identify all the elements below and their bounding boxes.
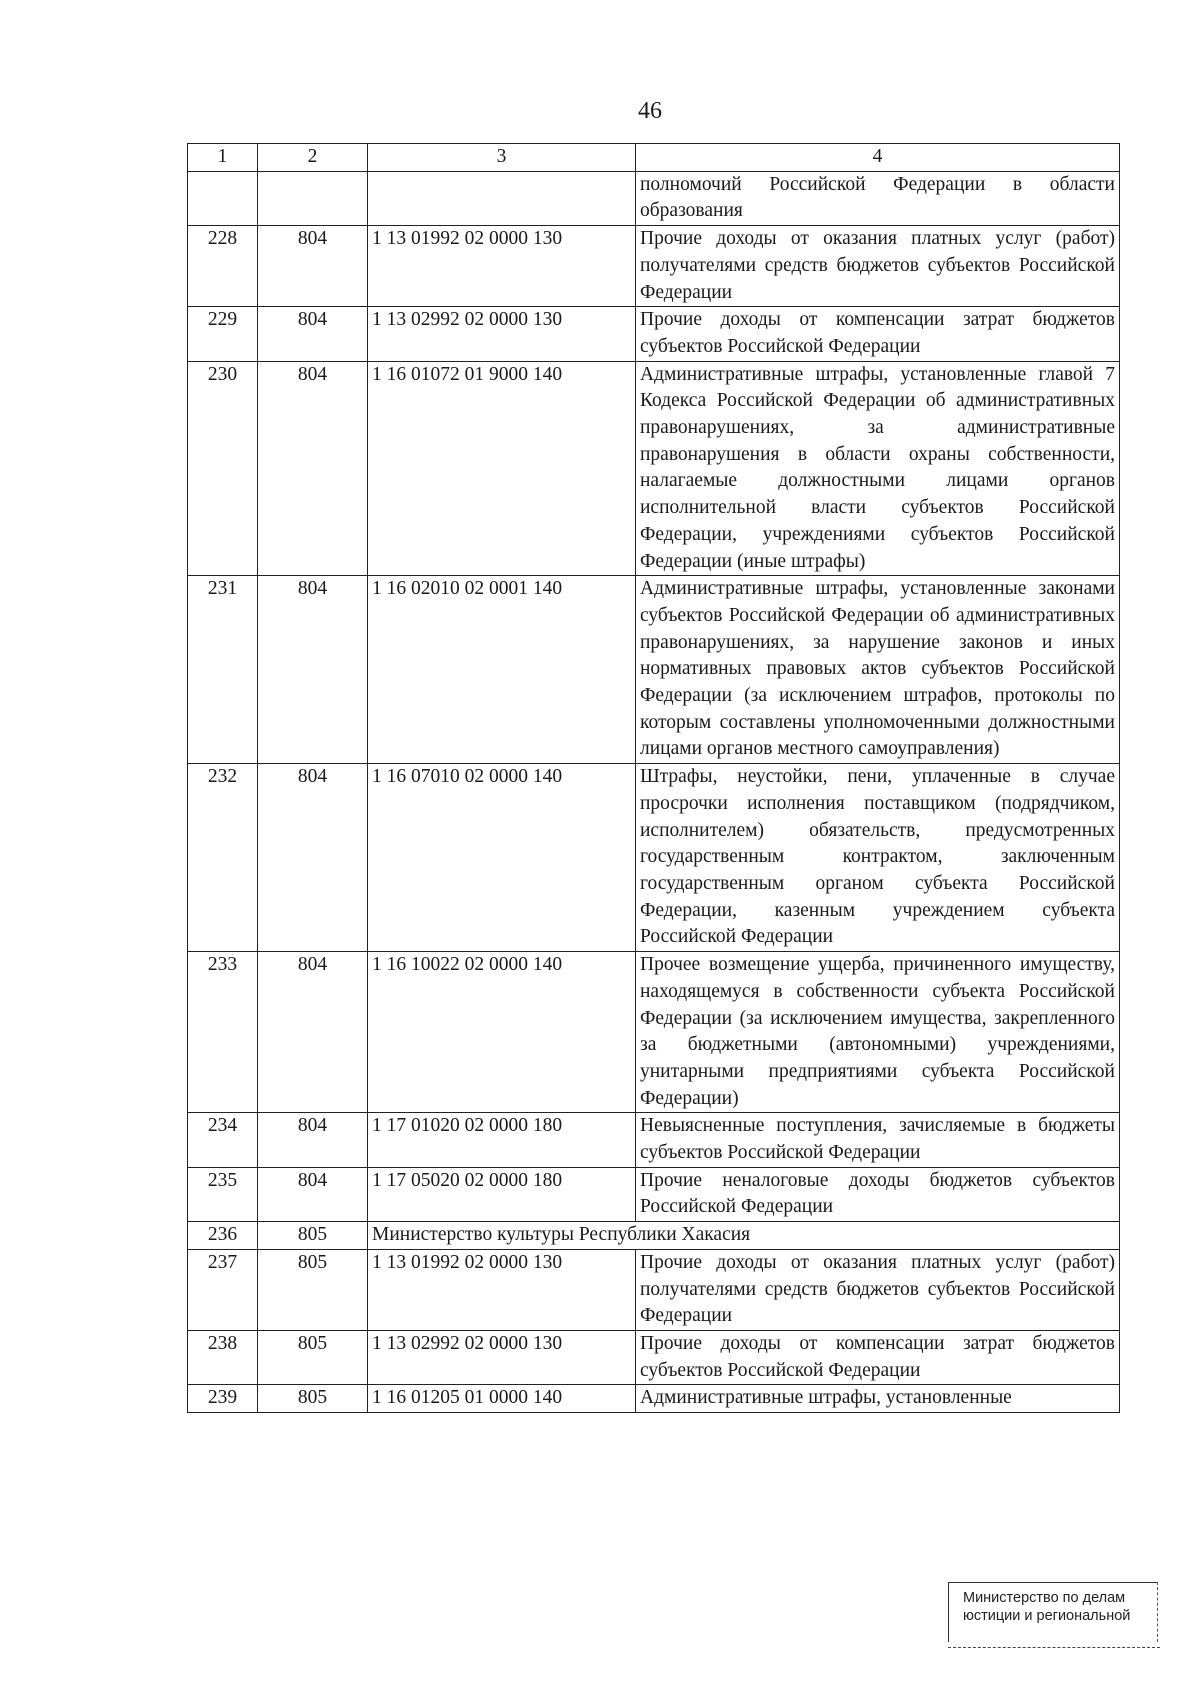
description-cell: Прочие неналоговые доходы бюджетов субъектов Российской Федерации: [636, 1167, 1120, 1221]
admin-code-cell: 804: [258, 361, 368, 576]
kbk-code-cell: 1 17 01020 02 0000 180: [368, 1113, 636, 1167]
stamp-underline: [948, 1647, 1160, 1648]
description-cell: Прочие доходы от компенсации затрат бюджетов субъектов Российской Федерации: [636, 1330, 1120, 1384]
description-cell: Прочие доходы от оказания платных услуг (работ) получателями средств бюджетов субъектов Российской Федерации: [636, 226, 1120, 307]
admin-code-cell: 804: [258, 307, 368, 361]
row-number-cell: 233: [188, 952, 258, 1113]
row-number-cell: 232: [188, 764, 258, 952]
kbk-code-cell: 1 16 10022 02 0000 140: [368, 952, 636, 1113]
kbk-code-cell: 1 13 01992 02 0000 130: [368, 1249, 636, 1330]
row-number-cell: 234: [188, 1113, 258, 1167]
registration-stamp: [948, 1582, 1158, 1642]
kbk-code-cell: 1 16 07010 02 0000 140: [368, 764, 636, 952]
admin-code-cell: 804: [258, 1167, 368, 1221]
table-row: [188, 764, 1120, 952]
table-row: [188, 361, 1120, 576]
admin-code-cell: 804: [258, 576, 368, 764]
row-number-cell: 229: [188, 307, 258, 361]
description-cell: Прочие доходы от компенсации затрат бюджетов субъектов Российской Федерации: [636, 307, 1120, 361]
description-cell: Прочее возмещение ущерба, причиненного имуществу, находящемуся в собственности субъекта Российской Федерации (за исключением имущества, закрепленного за бюджетными (автономными) учреждениями, унитарными предприятиями субъекта Российской Федерации): [636, 952, 1120, 1113]
admin-code-cell: 804: [258, 952, 368, 1113]
kbk-code-cell: [368, 171, 636, 225]
column-header-number: 1: [188, 144, 258, 172]
table-row: [188, 1167, 1120, 1221]
description-cell: Штрафы, неустойки, пени, уплаченные в случае просрочки исполнения поставщиком (подрядчиком, исполнителем) обязательств, предусмотренных государственным контрактом, заключенным государственным органом субъекта Российской Федерации, казенным учреждением субъекта Российской Федерации: [636, 764, 1120, 952]
table-row: [188, 576, 1120, 764]
description-cell: Прочие доходы от оказания платных услуг (работ) получателями средств бюджетов субъектов Российской Федерации: [636, 1249, 1120, 1330]
administrator-name-cell: Министерство культуры Республики Хакасия: [368, 1222, 1120, 1250]
row-number-cell: 228: [188, 226, 258, 307]
kbk-code-cell: 1 16 01205 01 0000 140: [368, 1385, 636, 1413]
table-row: [188, 171, 1120, 225]
admin-code-cell: 804: [258, 764, 368, 952]
admin-code-cell: [258, 171, 368, 225]
description-cell: Невыясненные поступления, зачисляемые в бюджеты субъектов Российской Федерации: [636, 1113, 1120, 1167]
admin-code-cell: 805: [258, 1330, 368, 1384]
kbk-code-cell: 1 17 05020 02 0000 180: [368, 1167, 636, 1221]
admin-code-cell: 805: [258, 1249, 368, 1330]
table-header-row: [188, 144, 1120, 172]
column-header-admin-code: 2: [258, 144, 368, 172]
description-cell: полномочий Российской Федерации в области образования: [636, 171, 1120, 225]
revenue-classification-table: [187, 143, 1120, 1413]
table-row: [188, 1249, 1120, 1330]
table-row: [188, 1385, 1120, 1413]
table-row: [188, 952, 1120, 1113]
page-number: 46: [638, 98, 662, 124]
table-row: [188, 1222, 1120, 1250]
kbk-code-cell: 1 16 01072 01 9000 140: [368, 361, 636, 576]
kbk-code-cell: 1 13 02992 02 0000 130: [368, 307, 636, 361]
stamp-line-2: юстиции и региональной: [963, 1608, 1131, 1624]
kbk-code-cell: 1 16 02010 02 0001 140: [368, 576, 636, 764]
admin-code-cell: 805: [258, 1385, 368, 1413]
row-number-cell: 230: [188, 361, 258, 576]
admin-code-cell: 805: [258, 1222, 368, 1250]
description-cell: Административные штрафы, установленные: [636, 1385, 1120, 1413]
description-cell: Административные штрафы, установленные главой 7 Кодекса Российской Федерации об административных правонарушениях, за административные правонарушения в области охраны собственности, налагаемые должностными лицами органов исполнительной власти субъектов Российской Федерации, учреждениями субъектов Российской Федерации (иные штрафы): [636, 361, 1120, 576]
admin-code-cell: 804: [258, 226, 368, 307]
description-cell: Административные штрафы, установленные законами субъектов Российской Федерации об административных правонарушениях, за нарушение законов и иных нормативных правовых актов субъектов Российской Федерации (за исключением штрафов, протоколы по которым составлены уполномоченными должностными лицами органов местного самоуправления): [636, 576, 1120, 764]
stamp-line-1: Министерство по делам: [963, 1590, 1126, 1606]
table-row: [188, 1113, 1120, 1167]
column-header-kbk-code: 3: [368, 144, 636, 172]
table-row: [188, 226, 1120, 307]
table-row: [188, 307, 1120, 361]
row-number-cell: 231: [188, 576, 258, 764]
kbk-code-cell: 1 13 01992 02 0000 130: [368, 226, 636, 307]
row-number-cell: [188, 171, 258, 225]
kbk-code-cell: 1 13 02992 02 0000 130: [368, 1330, 636, 1384]
row-number-cell: 238: [188, 1330, 258, 1384]
row-number-cell: 235: [188, 1167, 258, 1221]
column-header-description: 4: [636, 144, 1120, 172]
admin-code-cell: 804: [258, 1113, 368, 1167]
table-row: [188, 1330, 1120, 1384]
row-number-cell: 239: [188, 1385, 258, 1413]
row-number-cell: 236: [188, 1222, 258, 1250]
row-number-cell: 237: [188, 1249, 258, 1330]
